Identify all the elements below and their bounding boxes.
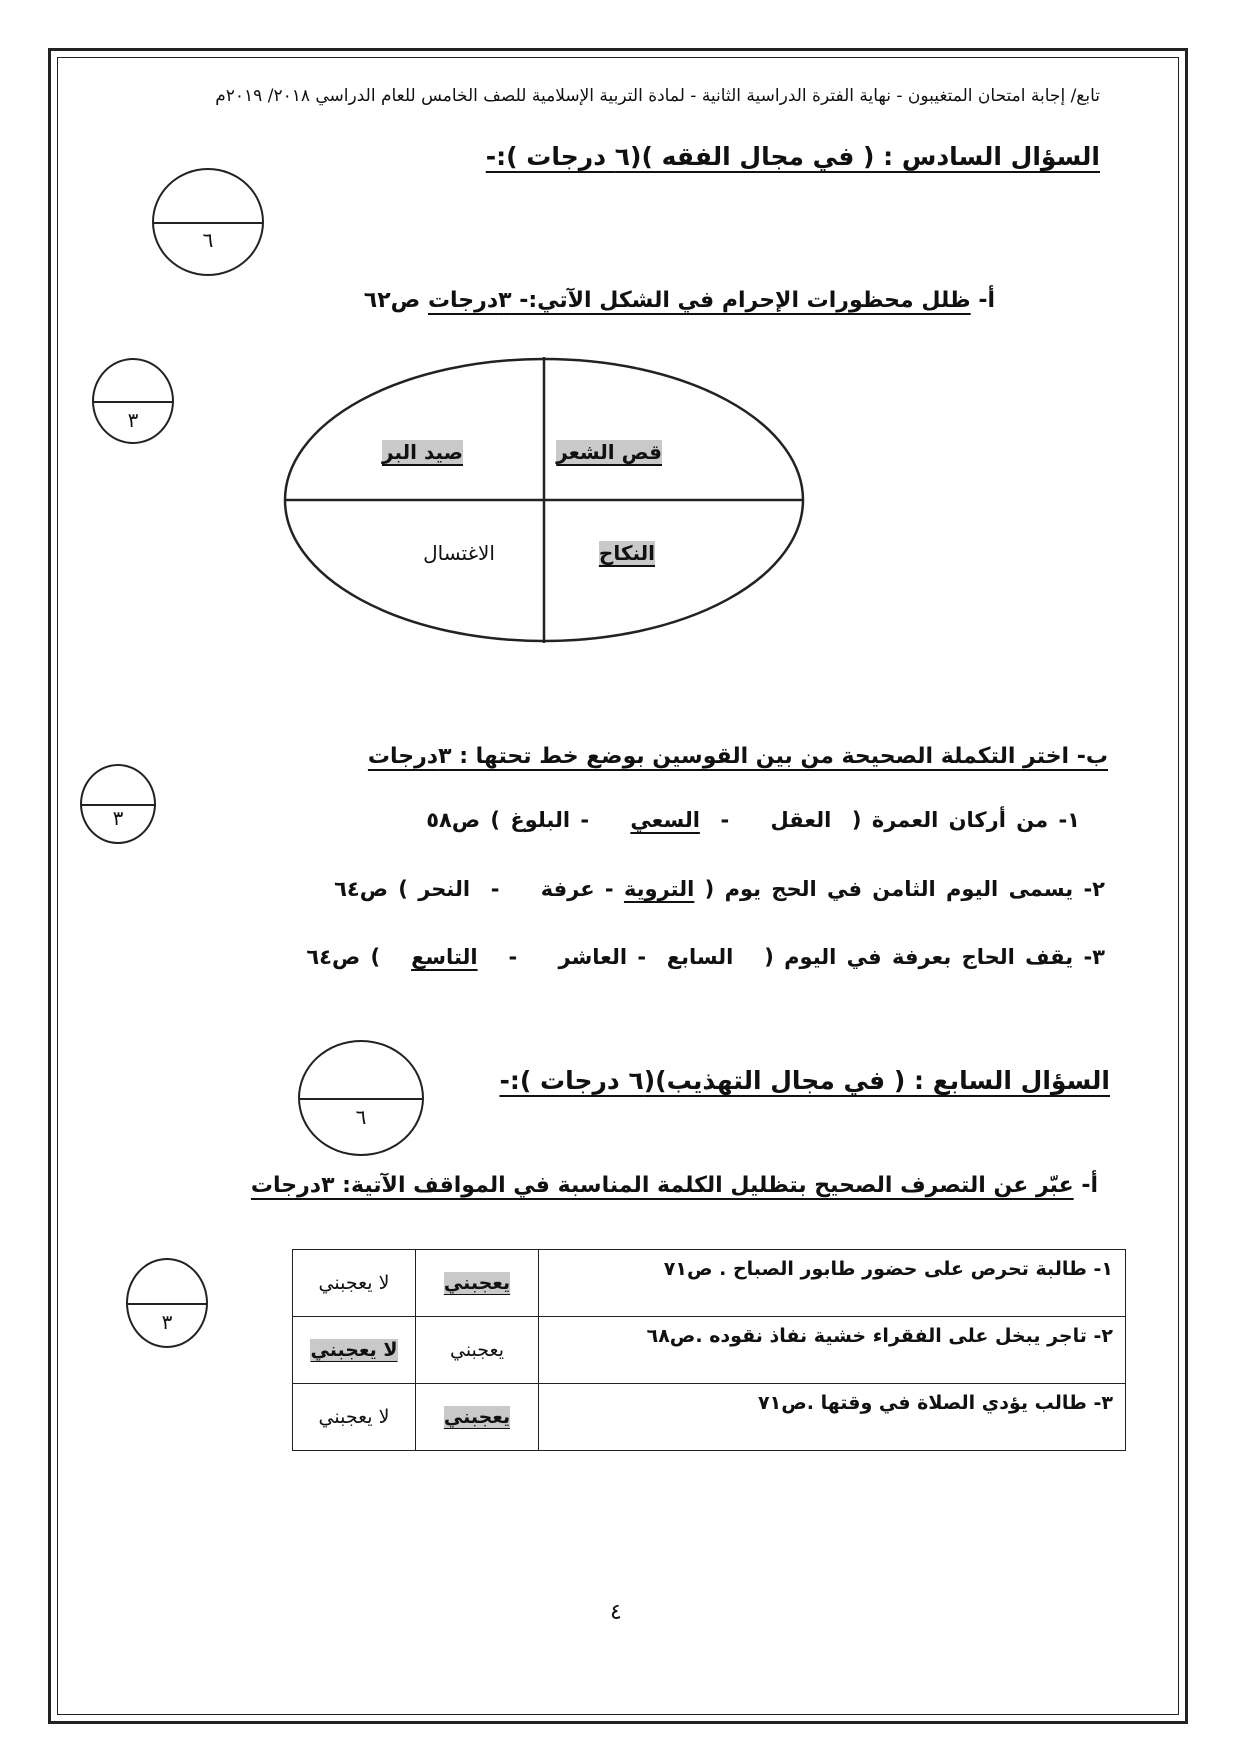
q7-a-score-circle (126, 1258, 208, 1348)
q6-b-score-value: ٣ (112, 806, 124, 830)
q7-a-letter: أ- (1081, 1173, 1098, 1198)
situation-cell: ١- طالبة تحرص على حضور طابور الصباح . ص٧١ (539, 1250, 1126, 1317)
q7-a-text: عبّر عن التصرف الصحيح بتظليل الكلمة المناسبة في المواقف الآتية: ٣درجات (250, 1173, 1074, 1198)
q6-b-item-1: ١- من أركان العمرة ( العقل - السعي - البلوغ ) ص٥٨ (426, 808, 1080, 832)
q7-score-value: ٦ (355, 1105, 367, 1129)
q6-a-page: ص٦٢ (363, 288, 421, 313)
ihram-prohibitions-oval (278, 355, 810, 645)
table-row (293, 1250, 1126, 1317)
dislike-cell: لا يعجبني (293, 1250, 416, 1317)
q6-a-score-circle (92, 358, 174, 444)
q7-score-circle (298, 1040, 424, 1156)
q6-a-instruction (364, 288, 995, 313)
q6-a-score-value: ٣ (127, 408, 139, 432)
situations-table (292, 1249, 1126, 1451)
page-number: ٤ (610, 1600, 622, 1625)
like-cell: يعجبني (416, 1384, 539, 1451)
table-row (293, 1317, 1126, 1384)
q6-a-letter: أ- (978, 288, 995, 313)
q6-b-score-circle (80, 764, 156, 844)
situation-cell: ٣- طالب يؤدي الصلاة في وقتها .ص٧١ (539, 1384, 1126, 1451)
like-cell: يعجبني (416, 1250, 539, 1317)
dislike-cell: لا يعجبني (293, 1384, 416, 1451)
q6-score-circle (152, 168, 264, 276)
q6-a-text: ظلل محظورات الإحرام في الشكل الآتي:- ٣درجات (427, 288, 971, 313)
q7-a-score-value: ٣ (161, 1310, 173, 1334)
dislike-cell: لا يعجبني (293, 1317, 416, 1384)
oval-cell-bottom-right: النكاح (598, 541, 655, 565)
oval-cell-top-left: صيد البر (382, 440, 463, 464)
q6-b-instruction: ب- اختر التكملة الصحيحة من بين القوسين بوضع خط تحتها : ٣درجات (367, 744, 1108, 769)
oval-cell-top-right: قص الشعر (556, 440, 662, 464)
document-header: تابع/ إجابة امتحان المتغيبون - نهاية الفترة الدراسية الثانية - لمادة التربية الإسلامية للصف الخامس للعام الدراسي ٢٠١٨/ ٢٠١٩م (215, 86, 1100, 106)
oval-cell-bottom-left: الاغتسال (423, 541, 495, 565)
q6-b-item-3: ٣- يقف الحاج بعرفة في اليوم ( السابع - العاشر - التاسع ) ص٦٤ (306, 945, 1105, 969)
like-cell: يعجبني (416, 1317, 539, 1384)
q7-a-instruction (251, 1173, 1098, 1198)
q6-b-item-2: ٢- يسمى اليوم الثامن في الحج يوم ( التروية - عرفة - النحر ) ص٦٤ (334, 877, 1105, 901)
situation-cell: ٢- تاجر يبخل على الفقراء خشية نفاذ نقوده .ص٦٨ (539, 1317, 1126, 1384)
q6-title: السؤال السادس : ( في مجال الفقه )(٦ درجات ):- (485, 142, 1100, 171)
q6-score-value: ٦ (202, 228, 214, 252)
q7-title: السؤال السابع : ( في مجال التهذيب)(٦ درجات ):- (499, 1066, 1110, 1095)
table-row (293, 1384, 1126, 1451)
